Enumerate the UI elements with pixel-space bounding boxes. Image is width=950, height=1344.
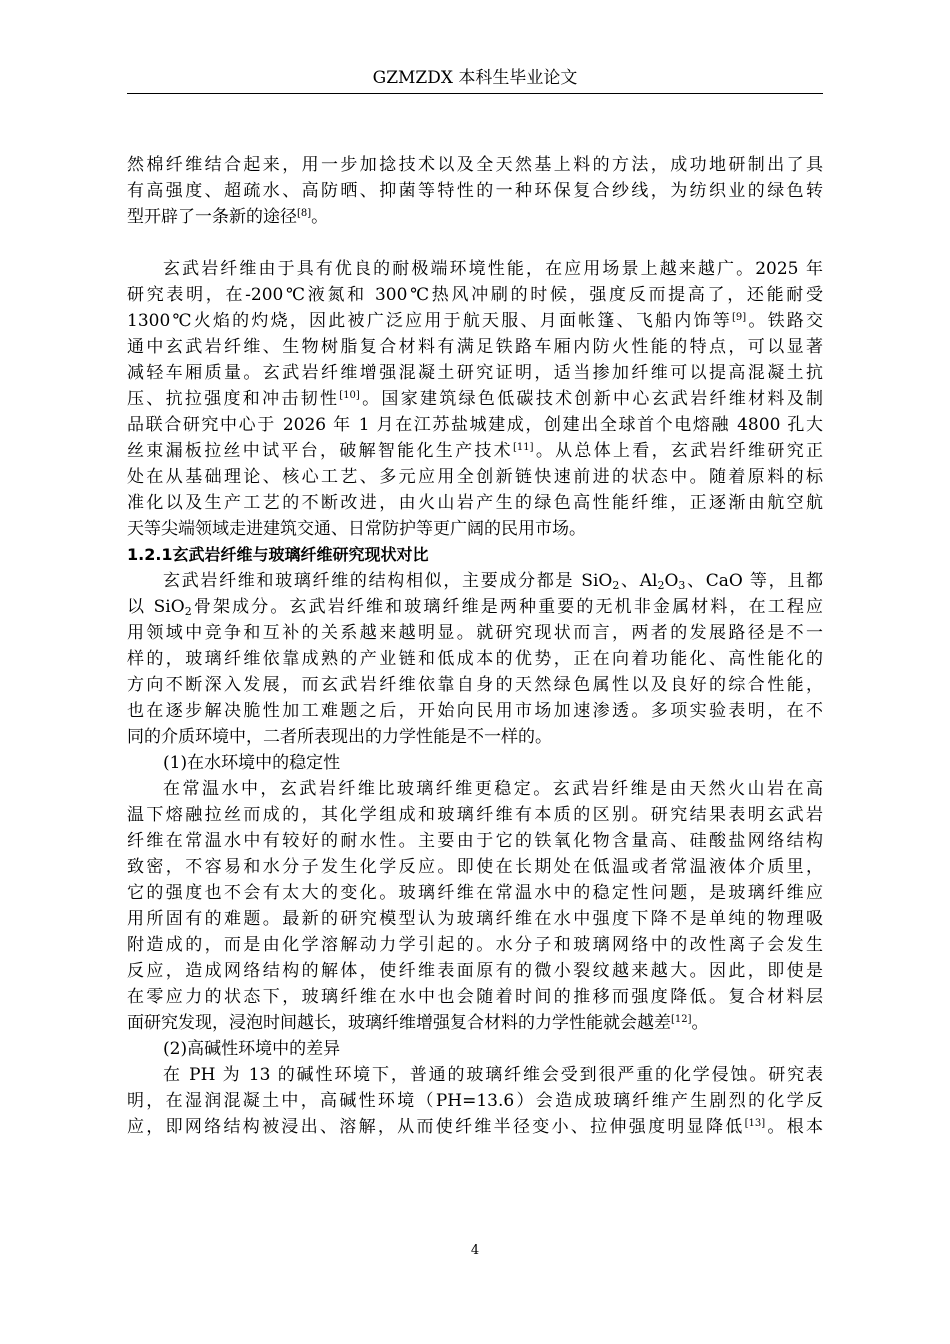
text-run: 型开辟了一条新的途径: [127, 207, 297, 227]
citation: [12]: [671, 1014, 692, 1025]
text-line: [127, 1010, 823, 1036]
text-line: 致密，不容易和水分子发生化学反应。即使在长期处在低温或者常温液体介质里，: [127, 857, 823, 877]
paragraph: [127, 1062, 823, 1140]
text-run: 1300℃火焰的灼烧，因此被广泛应用于航天服、月面帐篷、飞船内饰等: [127, 311, 732, 331]
text-line: 然棉纤维结合起来，用一步加捻技术以及全天然基上料的方法，成功地研制出了具: [127, 155, 823, 175]
text-line: 也在逐步解决脆性加工难题之后，开始向民用市场加速渗透。多项实验表明，在不: [127, 701, 823, 721]
text-run: O: [664, 571, 679, 591]
text-run: 。铁路交: [746, 311, 823, 331]
citation: [10]: [339, 390, 360, 401]
text-line: [127, 1114, 823, 1140]
text-run: 、Al: [619, 571, 658, 591]
page-body: [127, 152, 823, 1140]
text-run: 、CaO 等，且都: [685, 571, 823, 591]
text-line: [127, 308, 823, 334]
paragraph: [127, 568, 823, 750]
text-run: 面研究发现，浸泡时间越长，玻璃纤维增强复合材料的力学性能就会越差: [127, 1013, 671, 1033]
text-line: [127, 438, 823, 464]
text-run: 应，即网络结构被浸出、溶解，从而使纤维半径变小、拉伸强度明显降低: [127, 1117, 745, 1137]
text-line: 研究表明，在-200℃液氮和 300℃热风冲刷的时候，强度反而提高了，还能耐受: [127, 285, 823, 305]
citation: [13]: [744, 1118, 766, 1129]
section-heading: 1.2.1玄武岩纤维与玻璃纤维研究现状对比: [127, 545, 429, 564]
text-line: 明，在湿润混凝土中，高碱性环境（PH=13.6）会造成玻璃纤维产生剧烈的化学反: [127, 1091, 823, 1111]
text-line: 通中玄武岩纤维、生物树脂复合材料有满足铁路车厢内防火性能的特点，可以显著: [127, 337, 823, 357]
text-run: 。从总体上看，玄武岩纤维研究正: [533, 441, 823, 461]
list-item-title: (1)在水环境中的稳定性: [163, 753, 341, 773]
text-line: 准化以及生产工艺的不断改进，由火山岩产生的绿色高性能纤维，正逐渐由航空航: [127, 493, 823, 513]
page-number: 4: [470, 1243, 480, 1258]
text-line: 品联合研究中心于 2026 年 1 月在江苏盐城建成，创建出全球首个电熔融 4800 孔大: [127, 415, 823, 435]
text-line: [127, 594, 823, 620]
text-line: 用所固有的难题。最新的研究模型认为玻璃纤维在水中强度下降不是单纯的物理吸: [127, 909, 823, 929]
text-run: 。国家建筑绿色低碳技术创新中心玄武岩纤维材料及制: [359, 389, 823, 409]
text-line: 在零应力的状态下，玻璃纤维在水中也会随着时间的推移而强度降低。复合材料层: [127, 987, 823, 1007]
text-line: 温下熔融拉丝而成的，其化学组成和玻璃纤维有本质的区别。研究结果表明玄武岩: [127, 805, 823, 825]
text-line: 样的，玻璃纤维依靠成熟的产业链和低成本的优势，正在向着功能化、高性能化的: [127, 649, 823, 669]
citation: [11]: [512, 442, 534, 453]
paragraph: [127, 256, 823, 542]
citation: [9]: [731, 312, 747, 323]
text-line: [127, 568, 823, 594]
page-header: GZMZDX 本科生毕业论文: [372, 68, 578, 88]
text-run: 。: [311, 207, 329, 227]
blank-line: [127, 230, 823, 256]
text-line: [127, 204, 823, 230]
text-line: 附造成的，而是由化学溶解动力学引起的。水分子和玻璃网络中的改性离子会发生: [127, 935, 823, 955]
text-line: 它的强度也不会有太大的变化。玻璃纤维在常温水中的稳定性问题，是玻璃纤维应: [127, 883, 823, 903]
text-line: 用领域中竞争和互补的关系越来越明显。就研究现状而言，两者的发展路径是不一: [127, 623, 823, 643]
citation: [8]: [297, 208, 312, 219]
subscript: 2: [184, 605, 192, 618]
text-run: 。: [691, 1013, 709, 1033]
text-run: 以 SiO: [127, 597, 185, 617]
text-run: 丝束漏板拉丝中试平台，破解智能化生产技术: [127, 441, 513, 461]
list-item-title: (2)高碱性环境中的差异: [163, 1039, 341, 1059]
text-run: 玄武岩纤维和玻璃纤维的结构相似，主要成分都是 SiO: [163, 571, 613, 591]
text-line: 在常温水中，玄武岩纤维比玻璃纤维更稳定。玄武岩纤维是由天然火山岩在高: [163, 779, 823, 799]
text-line: 反应，造成网络结构的解体，使纤维表面原有的微小裂纹越来越大。因此，即使是: [127, 961, 823, 981]
text-run: 。根本: [765, 1117, 823, 1137]
paragraph: [127, 776, 823, 1036]
text-run: 压、抗拉强度和冲击韧性: [127, 389, 340, 409]
text-line: 方向不断深入发展，而玄武岩纤维依靠自身的天然绿色属性以及良好的综合性能，: [127, 675, 823, 695]
subscript: 2: [657, 579, 665, 592]
text-line: 纤维在常温水中有较好的耐水性。主要由于它的铁氧化物含量高、硅酸盐网络结构: [127, 831, 823, 851]
subscript: 3: [678, 579, 686, 592]
text-line: [127, 386, 823, 412]
header-rule: [127, 93, 823, 94]
text-line: 有高强度、超疏水、高防晒、抑菌等特性的一种环保复合纱线，为纺织业的绿色转: [127, 181, 823, 201]
text-line: 同的介质环境中，二者所表现出的力学性能是不一样的。: [127, 727, 552, 747]
subscript: 2: [612, 579, 620, 592]
text-run: 骨架成分。玄武岩纤维和玻璃纤维是两种重要的无机非金属材料，在工程应: [191, 597, 823, 617]
text-line: 在 PH 为 13 的碱性环境下，普通的玻璃纤维会受到很严重的化学侵蚀。研究表: [163, 1065, 823, 1085]
text-line: 天等尖端领域走进建筑交通、日常防护等更广阔的民用市场。: [127, 519, 586, 539]
text-line: 玄武岩纤维由于具有优良的耐极端环境性能，在应用场景上越来越广。2025 年: [163, 259, 823, 279]
paragraph: [127, 152, 823, 230]
text-line: 减轻车厢质量。玄武岩纤维增强混凝土研究证明，适当掺加纤维可以提高混凝土抗: [127, 363, 823, 383]
text-line: 处在从基础理论、核心工艺、多元应用全创新链快速前进的状态中。随着原料的标: [127, 467, 823, 487]
